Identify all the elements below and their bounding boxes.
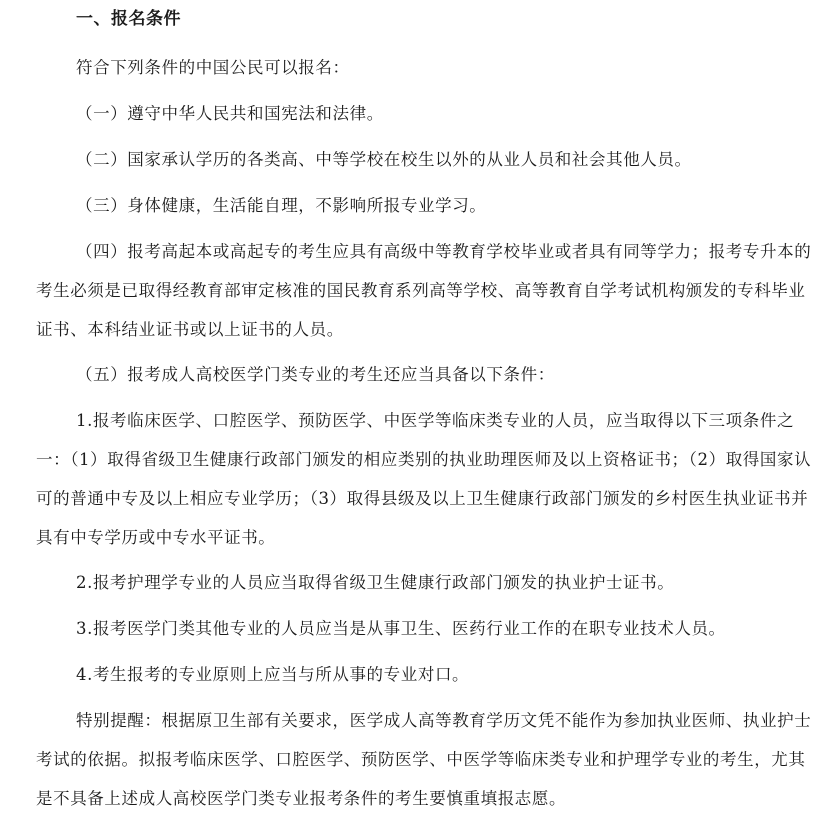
medical-condition-3: 3.报考医学门类其他专业的人员应当是从事卫生、医药行业工作的在职专业技术人员。: [76, 619, 726, 638]
condition-item-3: （三）身体健康，生活能自理，不影响所报专业学习。: [76, 196, 487, 215]
intro-paragraph: 符合下列条件的中国公民可以报名：: [76, 58, 350, 77]
condition-item-5: （五）报考成人高校医学门类专业的考生还应当具备以下条件：: [76, 365, 555, 384]
section-heading: 一、报名条件: [76, 9, 181, 29]
condition-item-2: （二）国家承认学历的各类高、中等学校在校生以外的从业人员和社会其他人员。: [76, 150, 692, 169]
special-reminder: 特别提醒：根据原卫生部有关要求，医学成人高等教育学历文凭不能作为参加执业医师、执业护士考试的依据。拟报考临床医学、口腔医学、预防医学、中医学等临床类专业和护理学专业的考生，尤其是不具备上述成人高校医学门类专业报考条件的考生要慎重填报志愿。: [36, 711, 812, 808]
condition-item-1: （一）遵守中华人民共和国宪法和法律。: [76, 104, 384, 123]
condition-item-4: （四）报考高起本或高起专的考生应具有高级中等教育学校毕业或者具有同等学力；报考专升本的考生必须是已取得经教育部审定核准的国民教育系列高等学校、高等教育自学考试机构颁发的专科毕业证书、本科结业证书或以上证书的人员。: [36, 242, 812, 339]
medical-condition-4: 4.考生报考的专业原则上应当与所从事的专业对口。: [76, 665, 470, 684]
medical-condition-2: 2.报考护理学专业的人员应当取得省级卫生健康行政部门颁发的执业护士证书。: [76, 573, 675, 592]
medical-condition-1: 1.报考临床医学、口腔医学、预防医学、中医学等临床类专业的人员，应当取得以下三项条件之一：（1）取得省级卫生健康行政部门颁发的相应类别的执业助理医师及以上资格证书；（2）取得国家认可的普通中专及以上相应专业学历；（3）取得县级及以上卫生健康行政部门颁发的乡村医生执业证书并具有中专学历或中专水平证书。: [36, 411, 812, 547]
